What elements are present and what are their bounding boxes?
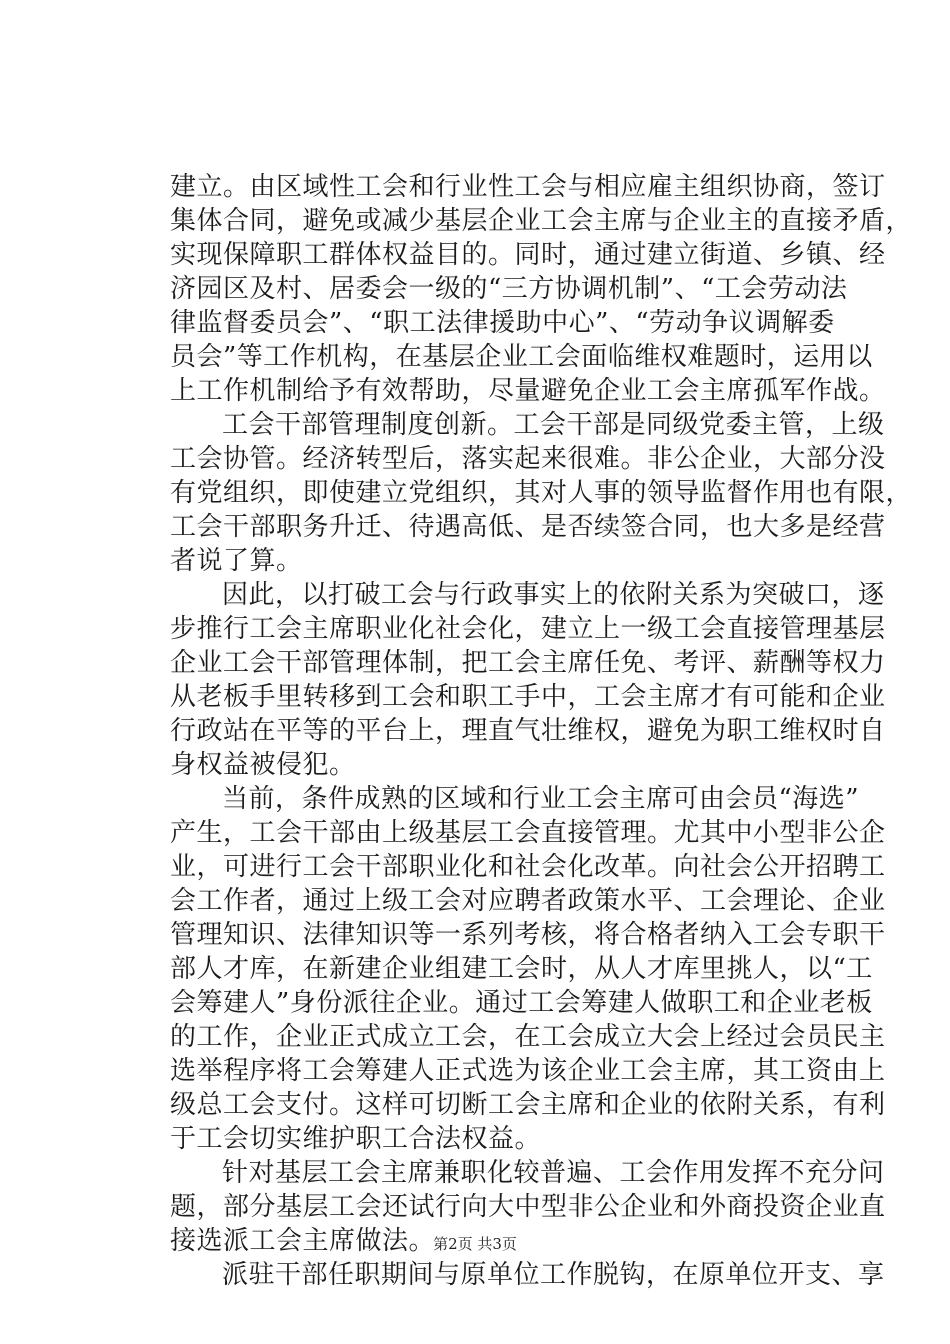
text-line: 员会”等工作机构，在基层企业工会面临维权难题时，运用以 (170, 342, 873, 372)
text-line: 派驻干部任职期间与原单位工作脱钩，在原单位开支、享 (222, 1260, 885, 1290)
text-line: 业，可进行工会干部职业化和社会化改革。向社会公开招聘工 (170, 852, 886, 882)
text-line: 者说了算。 (170, 546, 303, 576)
text-line: 实现保障职工群体权益目的。同时，通过建立街道、乡镇、经 (170, 240, 886, 270)
text-line: 接选派工会主席做法。 (170, 1226, 436, 1256)
text-line: 会工作者，通过上级工会对应聘者政策水平、工会理论、企业 (170, 886, 886, 916)
text-line: 从老板手里转移到工会和职工手中，工会主席才有可能和企业 (170, 682, 886, 712)
text-line: 部人才库，在新建企业组建工会时，从人才库里挑人，以“工 (170, 954, 873, 984)
text-line: 产生，工会干部由上级基层工会直接管理。尤其中小型非公企 (170, 818, 886, 848)
text-line: 级总工会支付。这样可切断工会主席和企业的依附关系，有利 (170, 1090, 886, 1120)
text-line: 因此，以打破工会与行政事实上的依附关系为突破口，逐 (222, 580, 885, 610)
text-line: 会筹建人”身份派往企业。通过工会筹建人做职工和企业老板 (170, 988, 873, 1018)
page-number-footer: 第2页 共3页 (433, 1235, 517, 1253)
text-line: 身权益被侵犯。 (170, 750, 356, 780)
text-line: 步推行工会主席职业化社会化，建立上一级工会直接管理基层 (170, 614, 886, 644)
text-line: 选举程序将工会筹建人正式选为该企业工会主席，其工资由上 (170, 1056, 886, 1086)
text-line: 律监督委员会”、“职工法律援助中心”、“劳动争议调解委 (170, 308, 835, 338)
text-line: 工会协管。经济转型后，落实起来很难。非公企业，大部分没 (170, 444, 886, 474)
text-line: 题，部分基层工会还试行向大中型非公企业和外商投资企业直 (170, 1192, 886, 1222)
text-line: 当前，条件成熟的区域和行业工会主席可由会员“海选” (222, 784, 860, 814)
text-line: 管理知识、法律知识等一系列考核，将合格者纳入工会专职干 (170, 920, 886, 950)
text-line: 工会干部管理制度创新。工会干部是同级党委主管，上级 (222, 410, 885, 440)
text-line: 行政站在平等的平台上，理直气壮维权，避免为职工维权时自 (170, 716, 886, 746)
text-line: 针对基层工会主席兼职化较普遍、工会作用发挥不充分问 (222, 1158, 885, 1188)
text-line: 有党组织，即使建立党组织，其对人事的领导监督作用也有限， (170, 478, 913, 508)
text-line: 企业工会干部管理体制，把工会主席任免、考评、薪酬等权力 (170, 648, 886, 678)
text-line: 建立。由区域性工会和行业性工会与相应雇主组织协商，签订 (170, 172, 886, 202)
text-line: 的工作，企业正式成立工会，在工会成立大会上经过会员民主 (170, 1022, 886, 1052)
text-line: 集体合同，避免或减少基层企业工会主席与企业主的直接矛盾， (170, 206, 913, 236)
text-line: 济园区及村、居委会一级的“三方协调机制”、“工会劳动法 (170, 274, 848, 304)
text-line: 工会干部职务升迁、待遇高低、是否续签合同，也大多是经营 (170, 512, 886, 542)
text-line: 上工作机制给予有效帮助，尽量避免企业工会主席孤军作战。 (170, 376, 886, 406)
text-line: 于工会切实维护职工合法权益。 (170, 1124, 542, 1154)
